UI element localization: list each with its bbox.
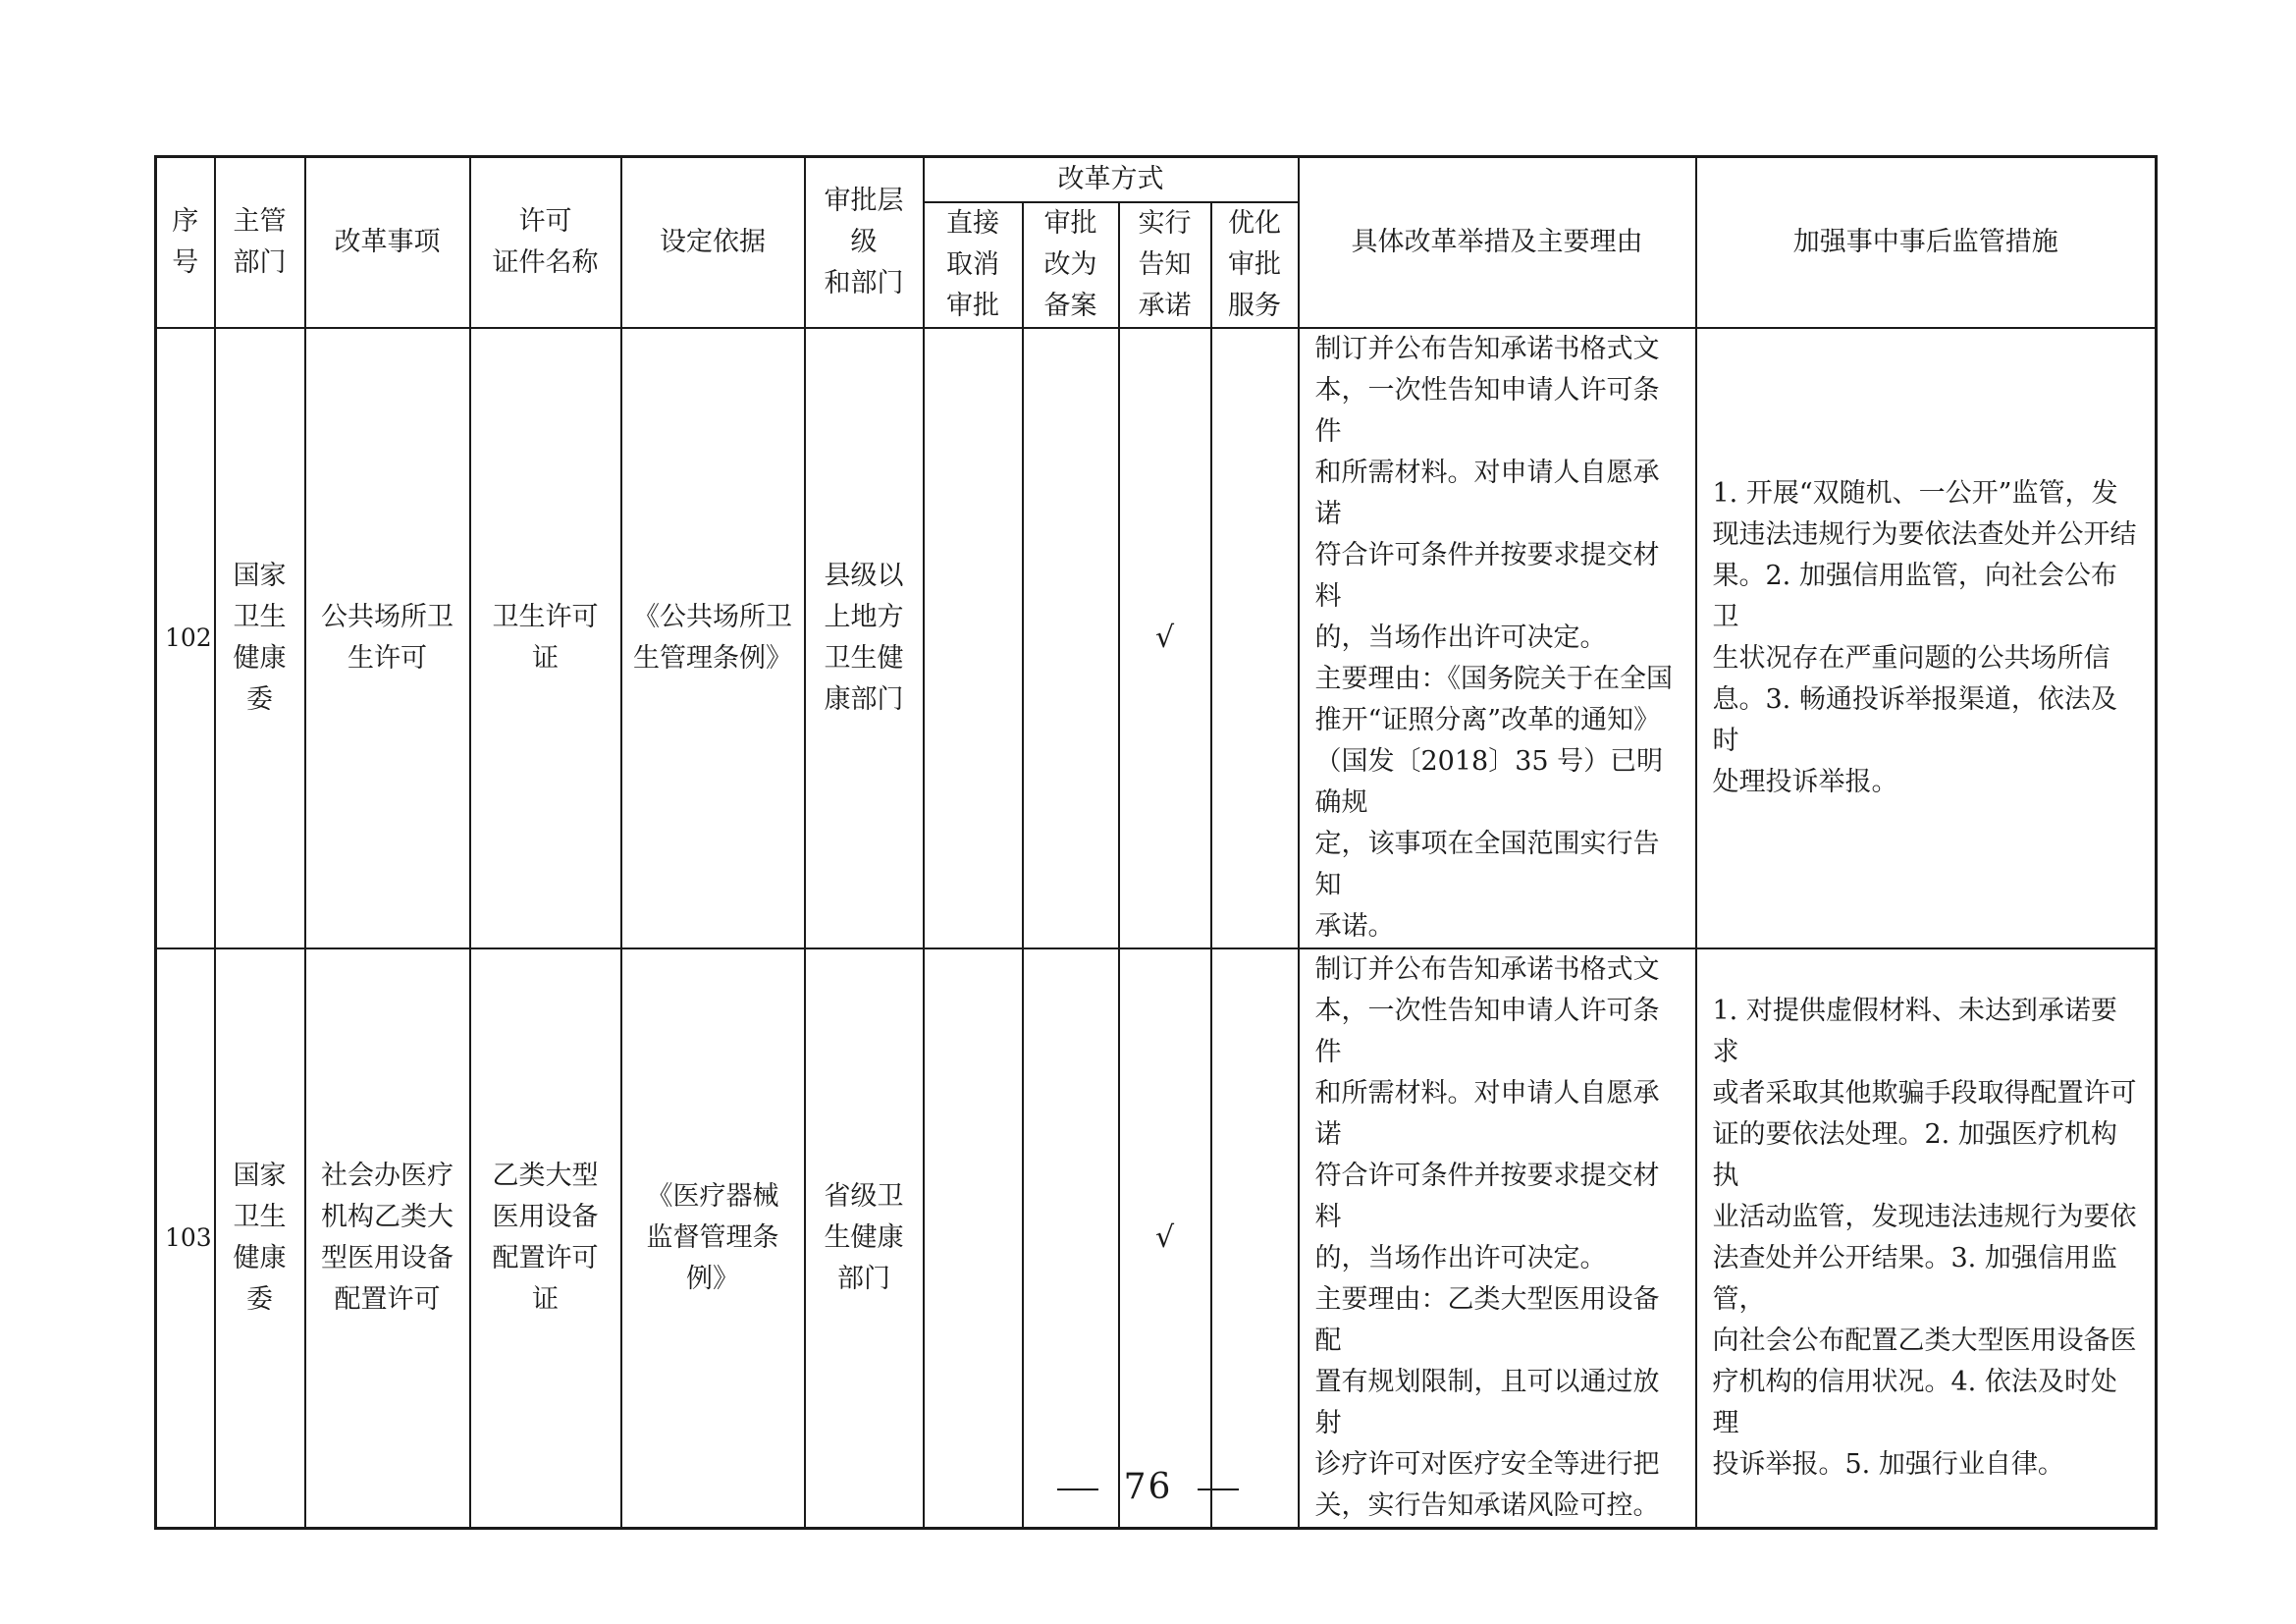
row-license: 乙类大型 医用设备 配置许可 证 bbox=[470, 948, 621, 1529]
header-row-1 bbox=[156, 157, 2157, 202]
page-number-dash-left bbox=[1057, 1489, 1098, 1490]
row-notice-check: √ bbox=[1119, 948, 1211, 1529]
reform-table bbox=[154, 155, 2158, 1530]
row-measures: 制订并公布告知承诺书格式文 本，一次性告知申请人许可条件 和所需材料。对申请人自愿承诺 符合许可条件并按要求提交材料 的，当场作出许可决定。 主要理由：《国务院关于在全国 推开“证照分离”改革的通知》 （国发〔2018〕35 号）已明确规 定，该事项在全国范围实行告知 承诺。 bbox=[1299, 328, 1696, 948]
row-supervision: 1. 开展“双随机、一公开”监管，发 现违法违规行为要依法查处并公开结 果。2. 加强信用监管，向社会公布卫 生状况存在严重问题的公共场所信 息。3. 畅通投诉举报渠道，依法及时 处理投诉举报。 bbox=[1696, 328, 2157, 948]
row-basis: 《公共场所卫 生管理条例》 bbox=[621, 328, 805, 948]
page-number bbox=[0, 1467, 2296, 1507]
page-number-dash-right bbox=[1198, 1489, 1239, 1490]
table-row bbox=[156, 948, 2157, 1529]
header-supervision: 加强事中事后监管措施 bbox=[1696, 157, 2157, 328]
row-item: 社会办医疗 机构乙类大 型医用设备 配置许可 bbox=[305, 948, 470, 1529]
header-notice: 实行 告知 承诺 bbox=[1119, 202, 1211, 328]
header-dept: 主管 部门 bbox=[215, 157, 305, 328]
header-level: 审批层级 和部门 bbox=[805, 157, 924, 328]
row-level: 县级以 上地方 卫生健 康部门 bbox=[805, 328, 924, 948]
header-measures: 具体改革举措及主要理由 bbox=[1299, 157, 1696, 328]
row-optimize bbox=[1211, 328, 1299, 948]
row-seq: 102 bbox=[156, 328, 215, 948]
row-record bbox=[1023, 948, 1119, 1529]
header-optimize: 优化 审批 服务 bbox=[1211, 202, 1299, 328]
header-license: 许可 证件名称 bbox=[470, 157, 621, 328]
row-item: 公共场所卫 生许可 bbox=[305, 328, 470, 948]
header-cancel: 直接 取消 审批 bbox=[924, 202, 1023, 328]
row-seq: 103 bbox=[156, 948, 215, 1529]
row-measures: 制订并公布告知承诺书格式文 本，一次性告知申请人许可条件 和所需材料。对申请人自愿承诺 符合许可条件并按要求提交材料 的，当场作出许可决定。 主要理由：乙类大型医用设备配 置有规划限制，且可以通过放射 诊疗许可对医疗安全等进行把 关，实行告知承诺风险可控。 bbox=[1299, 948, 1696, 1529]
header-reform-method: 改革方式 bbox=[924, 157, 1299, 202]
header-seq: 序 号 bbox=[156, 157, 215, 328]
row-dept: 国家 卫生 健康委 bbox=[215, 948, 305, 1529]
row-cancel bbox=[924, 948, 1023, 1529]
row-supervision: 1. 对提供虚假材料、未达到承诺要求 或者采取其他欺骗手段取得配置许可 证的要依法处理。2. 加强医疗机构执 业活动监管，发现违法违规行为要依 法查处并公开结果。3. 加强信用监管， 向社会公布配置乙类大型医用设备医 疗机构的信用状况。4. 依法及时处理 投诉举报。5. 加强行业自律。 bbox=[1696, 948, 2157, 1529]
table-row bbox=[156, 328, 2157, 948]
row-basis: 《医疗器械 监督管理条 例》 bbox=[621, 948, 805, 1529]
row-record bbox=[1023, 328, 1119, 948]
header-item: 改革事项 bbox=[305, 157, 470, 328]
row-dept: 国家 卫生 健康委 bbox=[215, 328, 305, 948]
row-level: 省级卫 生健康 部门 bbox=[805, 948, 924, 1529]
row-cancel bbox=[924, 328, 1023, 948]
row-optimize bbox=[1211, 948, 1299, 1529]
header-basis: 设定依据 bbox=[621, 157, 805, 328]
row-license: 卫生许可 证 bbox=[470, 328, 621, 948]
page-number-value: 76 bbox=[1123, 1467, 1173, 1507]
row-notice-check: √ bbox=[1119, 328, 1211, 948]
header-record: 审批 改为 备案 bbox=[1023, 202, 1119, 328]
